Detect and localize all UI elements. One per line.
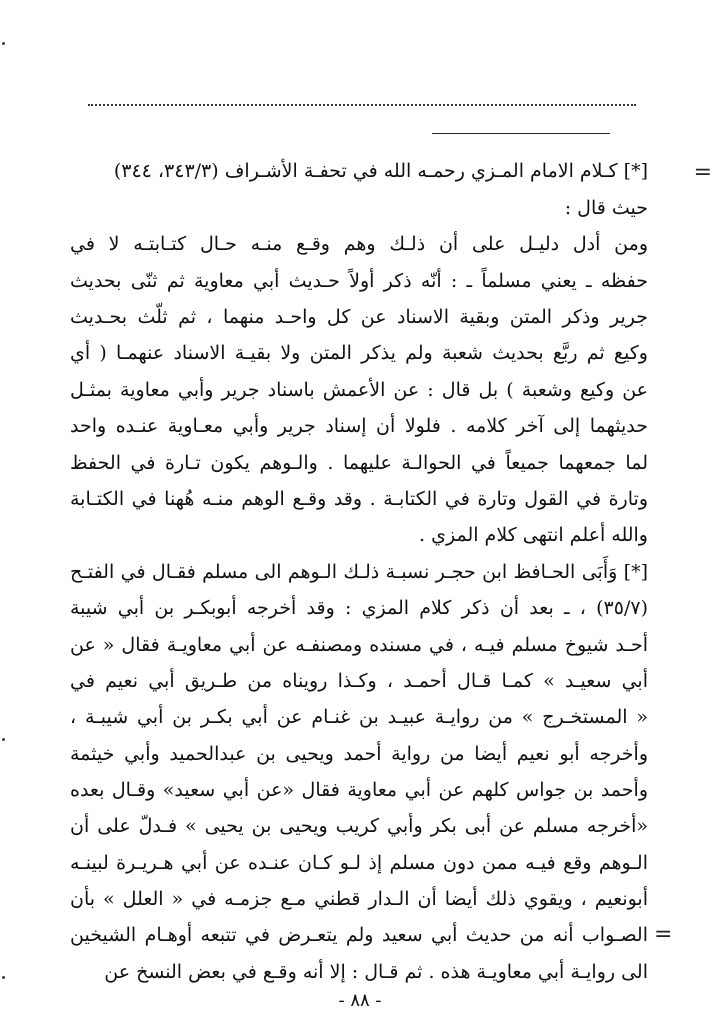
text-line: حفظه ـ يعني مسلماً ـ : أنّه ذكر أولاً حـديث أبي معاوية ثم ثنّى بحديث: [70, 270, 648, 292]
text-line: وأخرجه أبو نعيم أيضا من رواية أحمد ويحيى بن عبدالحميد وأبي خيثمة: [70, 743, 648, 765]
text-line: أبي سعيـد » كمـا قـال أحمـد ، وكـذا رويناه من طـريق أبي نعيم في: [70, 670, 648, 692]
header-dotted-rule: [88, 104, 636, 106]
text-line: ومن أدل دليـل على أن ذلـك وهم وقـع منـه حـال كتـابتـه لا في: [70, 233, 648, 255]
scan-edge-speck: [2, 42, 5, 45]
header-short-rule: [432, 133, 610, 134]
text-line: حديثهما إلى آخر كلامه . فلولا أن إسناد جرير وأبي معـاوية عنـده واحد: [70, 415, 648, 437]
text-line: والله أعلم انتهى كلام المزي .: [419, 524, 648, 546]
text-line: عن وكيع وشعبة ) بل قال : عن الأعمش باسناد جرير وأبي معاوية بمثـل: [70, 379, 648, 401]
page-number: - ٨٨ -: [338, 990, 382, 1011]
text-line: وتارة في القول وتارة في الكتابـة . وقد وقـع الوهم منـه هُهنا في الكتـابة: [70, 488, 648, 510]
text-line: (٣٥/٧) ، ـ بعد أن ذكر كلام المزي : وقد أخرجه أبوبكـر بن أبي شيبة: [70, 597, 648, 619]
margin-equals-mark-top: =: [693, 160, 712, 185]
text-line: الـوهم وقع فيـه ممن دون مسلم إذ لـو كـان عنـده عن أبي هـريـرة لبينـه: [70, 852, 648, 874]
scan-edge-speck: [2, 738, 5, 741]
text-line: [*] كـلام الامام المـزي رحمـه الله في تحفـة الأشـراف (٣٤٣/٣، ٣٤٤): [113, 160, 648, 182]
text-line: حيث قال :: [564, 197, 648, 219]
margin-equals-mark-bottom: =: [654, 922, 673, 947]
text-line: وكيع ثم ربَّع بحديث شعبة ولم يذكر المتن ولا بقيـة الاسناد عنهمـا ( أي: [70, 342, 648, 364]
text-line: أبونعيم ، ويقوي ذلك أيضا أن الـدار قطني مـع جزمـه في « العلل » بأن: [70, 888, 648, 910]
text-line: [*] وَأَبَى الحـافظ ابن حجـر نسبـة ذلـك الـوهم الى مسلم فقـال في الفتـح: [70, 561, 648, 583]
text-line: « المستخـرج » من روايـة عبيـد بن غنـام عن أبي بكـر بن أبي شيبـة ،: [70, 706, 648, 728]
text-line: جرير وذكر المتن وبقية الاسناد عن كل واحـد منهما ، ثم ثلّث بحـديث: [70, 306, 648, 328]
text-line: وأحمد بن جواس كلهم عن أبي معاوية فقال «عن أبي سعيد» وقـال بعده: [70, 779, 648, 801]
scan-edge-speck: [2, 976, 5, 979]
text-line: «أخرجه مسلم عن أبى بكر وأبي كريب ويحيى بن يحيى » فـدلّ على أن: [70, 815, 648, 837]
text-line: الى روايـة أبي معاويـة هذه . ثم قـال : إلا أنه وقـع في بعض النسخ عن: [104, 961, 648, 983]
text-line: أحـد شيوخ مسلم فيـه ، في مسنده ومصنفـه عن أبي معاويـة فقال « عن: [70, 634, 648, 656]
text-line: الصـواب أنه من حديث أبي سعيد ولم يتعـرض في تتبعه أوهـام الشيخين: [70, 924, 648, 946]
text-line: لما جمعهما جميعاً في الحوالـة عليهما . والـوهم يكون تـارة في الحفظ: [70, 452, 648, 474]
